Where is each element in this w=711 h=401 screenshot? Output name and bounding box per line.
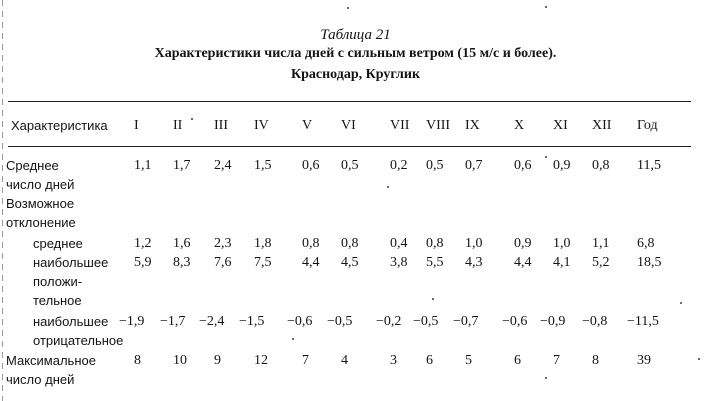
table-cell: −0,6 xyxy=(502,314,528,329)
table-cell: 1,2 xyxy=(134,236,152,251)
row-label-line: тельное xyxy=(33,293,82,308)
scan-speck xyxy=(292,338,294,340)
column-header-month-3: III xyxy=(214,118,228,133)
scan-speck xyxy=(698,358,700,360)
table-cell: 4,4 xyxy=(302,255,320,270)
table-cell: 4,5 xyxy=(341,255,359,270)
table-cell: 0,6 xyxy=(514,158,532,173)
row-label-line: Среднее xyxy=(6,158,59,173)
table-cell: 0,8 xyxy=(302,236,320,251)
row-label-line: наибольшее xyxy=(33,314,109,329)
column-header-month-4: IV xyxy=(254,118,269,133)
row-label-line: отклонение xyxy=(6,215,76,230)
table-cell: 8 xyxy=(134,353,141,368)
table-cell: 1,8 xyxy=(254,236,272,251)
table-cell: 0,7 xyxy=(465,158,483,173)
row-label-line: число дней xyxy=(6,177,75,192)
column-header-year: Год xyxy=(637,118,658,133)
column-header-characteristic: Характеристика xyxy=(11,118,108,133)
table-cell: 0,6 xyxy=(302,158,320,173)
table-header-rule xyxy=(8,146,691,147)
table-cell: −1,9 xyxy=(119,314,145,329)
column-header-month-12: XII xyxy=(592,118,612,133)
table-cell: 5,5 xyxy=(426,255,444,270)
column-header-month-11: XI xyxy=(553,118,568,133)
table-top-rule xyxy=(8,101,691,102)
table-subtitle: Краснодар, Круглик xyxy=(290,67,421,82)
row-label-line: число дней xyxy=(6,372,75,387)
table-cell: 39 xyxy=(637,353,651,368)
table-cell: 0,8 xyxy=(592,158,610,173)
table-cell: −0,5 xyxy=(327,314,353,329)
column-header-month-1: I xyxy=(134,118,139,133)
table-cell: 0,2 xyxy=(390,158,408,173)
scan-speck xyxy=(545,377,547,379)
table-cell: 12 xyxy=(254,353,268,368)
column-header-month-6: VI xyxy=(341,118,356,133)
table-cell: −2,4 xyxy=(199,314,225,329)
table-cell: 4,1 xyxy=(553,255,571,270)
table-cell: 6 xyxy=(426,353,433,368)
scan-speck xyxy=(545,156,547,158)
scan-speck xyxy=(680,302,682,304)
table-cell: 8,3 xyxy=(173,255,191,270)
column-header-month-7: VII xyxy=(390,118,410,133)
scan-speck xyxy=(545,6,547,8)
table-cell: 5,2 xyxy=(592,255,610,270)
table-cell: 4 xyxy=(341,353,348,368)
table-cell: 4,4 xyxy=(514,255,532,270)
table-cell: 0,8 xyxy=(341,236,359,251)
table-cell: 7,6 xyxy=(214,255,232,270)
table-cell: −1,5 xyxy=(239,314,265,329)
table-cell: 0,5 xyxy=(426,158,444,173)
table-cell: 0,8 xyxy=(426,236,444,251)
table-cell: 0,5 xyxy=(341,158,359,173)
column-header-month-2: II xyxy=(173,118,183,133)
table-cell: 7 xyxy=(302,353,309,368)
row-label-line: Возможное xyxy=(6,196,75,211)
table-title: Характеристики числа дней с сильным ветром (15 м/с и более). xyxy=(154,46,557,61)
column-header-month-9: IX xyxy=(465,118,480,133)
scan-speck xyxy=(347,7,349,9)
table-cell: 5,9 xyxy=(134,255,152,270)
table-cell: 5 xyxy=(465,353,472,368)
table-number-label: Таблица 21 xyxy=(320,27,391,43)
table-cell: 1,5 xyxy=(254,158,272,173)
row-label-line: положи- xyxy=(33,274,83,289)
table-cell: 2,4 xyxy=(214,158,232,173)
table-cell: 1,0 xyxy=(553,236,571,251)
scan-speck xyxy=(191,118,193,120)
table-cell: −0,2 xyxy=(376,314,402,329)
table-cell: 0,4 xyxy=(390,236,408,251)
table-cell: 6,8 xyxy=(637,236,655,251)
table-cell: −1,7 xyxy=(160,314,186,329)
table-cell: 4,3 xyxy=(465,255,483,270)
table-cell: 3 xyxy=(390,353,397,368)
table-cell: −11,5 xyxy=(627,314,659,329)
row-label-line: наибольшее xyxy=(33,255,109,270)
table-cell: −0,8 xyxy=(582,314,608,329)
table-cell: 2,3 xyxy=(214,236,232,251)
table-cell: 1,6 xyxy=(173,236,191,251)
column-header-month-10: X xyxy=(514,118,525,133)
column-header-month-8: VIII xyxy=(426,118,451,133)
table-cell: 6 xyxy=(514,353,521,368)
table-cell: 3,8 xyxy=(390,255,408,270)
table-cell: −0,5 xyxy=(413,314,439,329)
table-cell: 1,7 xyxy=(173,158,191,173)
table-cell: 11,5 xyxy=(637,158,661,173)
table-cell: −0,6 xyxy=(287,314,313,329)
table-cell: 1,0 xyxy=(465,236,483,251)
column-header-month-5: V xyxy=(302,118,313,133)
table-cell: 8 xyxy=(592,353,599,368)
row-label-line: среднее xyxy=(33,236,83,251)
table-cell: 7,5 xyxy=(254,255,272,270)
row-label-line: отрицательное xyxy=(33,333,124,348)
table-cell: 1,1 xyxy=(134,158,152,173)
table-cell: 9 xyxy=(214,353,221,368)
table-cell: 7 xyxy=(553,353,560,368)
scan-speck xyxy=(387,186,389,188)
table-cell: −0,7 xyxy=(453,314,479,329)
table-cell: −0,9 xyxy=(540,314,566,329)
table-cell: 0,9 xyxy=(553,158,571,173)
row-label-line: Максимальное xyxy=(6,353,96,368)
table-cell: 1,1 xyxy=(592,236,610,251)
table-cell: 18,5 xyxy=(637,255,662,270)
table-cell: 0,9 xyxy=(514,236,532,251)
scan-speck xyxy=(432,298,434,300)
table-cell: 10 xyxy=(173,353,187,368)
